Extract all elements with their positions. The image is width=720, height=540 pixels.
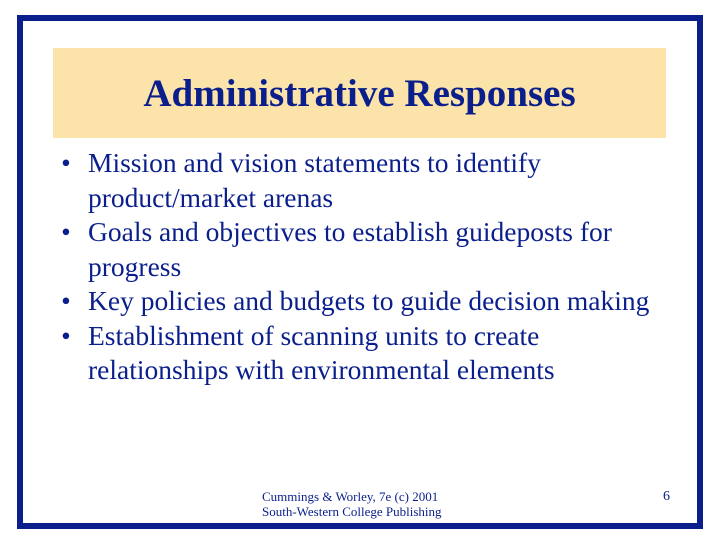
bullet-list	[56, 146, 676, 388]
title-band	[53, 48, 666, 138]
bullet-text: Mission and vision statements to identify product/market arenas	[88, 147, 541, 213]
slide-title: Administrative Responses	[143, 71, 576, 115]
bullet-icon: •	[61, 285, 71, 316]
bullet-icon: •	[61, 216, 71, 247]
footer-credit	[262, 489, 522, 519]
footer-line-2: South-Western College Publishing	[262, 504, 442, 519]
bullet-icon: •	[61, 147, 71, 178]
bullet-item	[56, 319, 676, 388]
bullet-text: Establishment of scanning units to create relationships with environmental elements	[88, 319, 555, 385]
bullet-icon: •	[61, 319, 71, 351]
bullet-item	[56, 215, 676, 284]
page-number: 6	[663, 489, 670, 504]
bullet-text: Goals and objectives to establish guideposts for progress	[88, 216, 612, 282]
bullet-item	[56, 284, 676, 319]
footer-line-1: Cummings & Worley, 7e (c) 2001	[262, 489, 439, 504]
bullet-text: Key policies and budgets to guide decision making	[88, 285, 650, 316]
bullet-item	[56, 146, 676, 215]
